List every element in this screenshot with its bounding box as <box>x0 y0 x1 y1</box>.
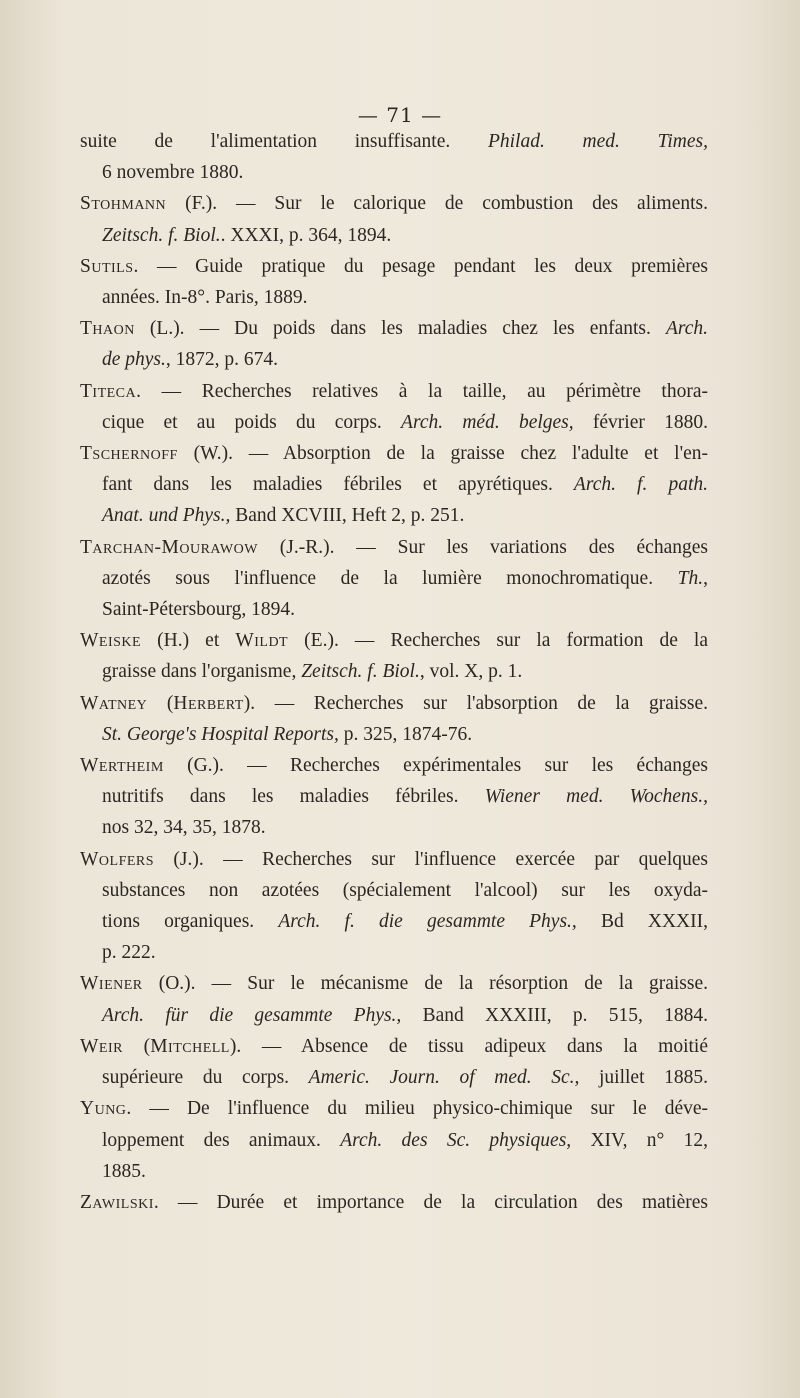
text-segment: azotés sous l'influence de la lumière monochromatique. <box>102 567 678 589</box>
text-line <box>80 251 708 282</box>
text-segment: . — Durée et importance de la circulation des matières <box>153 1191 708 1213</box>
text-segment: juillet 1885. <box>579 1067 708 1089</box>
text-segment: loppement des animaux. <box>102 1129 341 1151</box>
text-line <box>80 844 708 875</box>
text-line <box>80 781 708 812</box>
text-line <box>80 719 708 750</box>
text-segment: février 1880. <box>573 411 708 433</box>
text-line <box>80 157 708 188</box>
text-line <box>80 344 708 375</box>
journal-title: St. George's Hospital Reports, <box>102 723 339 745</box>
text-line <box>80 968 708 999</box>
text-segment: Saint-Pétersbourg, 1894. <box>102 599 296 621</box>
author-name: Wertheim <box>80 755 164 777</box>
text-segment: nutritifs dans les maladies fébriles. <box>102 786 485 808</box>
text-segment: (G.). — Recherches expérimentales sur les échanges <box>163 755 708 777</box>
bibliography-list <box>80 126 708 1218</box>
text-segment: Band XCVIII, Heft 2, p. 251. <box>230 505 465 527</box>
text-segment: 1885. <box>102 1160 146 1182</box>
author-name: Wolfers <box>80 848 155 870</box>
text-line <box>80 656 708 687</box>
text-segment: . — De l'influence du milieu physico-chimique sur le déve- <box>126 1098 708 1120</box>
text-line <box>80 376 708 407</box>
text-segment: (W.). — Absorption de la graisse chez l'adulte et l'en- <box>177 443 708 465</box>
text-line <box>80 282 708 313</box>
text-segment: XIV, n° 12, <box>571 1129 708 1151</box>
text-segment: ( <box>147 692 174 714</box>
journal-title: Wiener med. Wochens., <box>484 786 708 808</box>
text-line <box>80 906 708 937</box>
text-segment: fant dans les maladies fébriles et apyrétiques. <box>102 474 574 496</box>
text-line <box>80 469 708 500</box>
author-name: Tschernoff <box>80 443 178 465</box>
text-line <box>80 1125 708 1156</box>
text-segment: Band XXXIII, p. 515, 1884. <box>401 1004 708 1026</box>
journal-title: Th. <box>677 567 704 589</box>
author-name: Mitchell <box>150 1035 230 1057</box>
journal-title: Arch. f. path. <box>573 474 708 496</box>
text-segment: . — Guide pratique du pesage pendant les deux premières <box>133 255 708 277</box>
text-line <box>80 438 708 469</box>
author-name: Herbert <box>173 692 244 714</box>
page-number: — 71 — <box>357 103 443 127</box>
text-line <box>80 1187 708 1218</box>
journal-title: Zeitsch. f. Biol. <box>301 661 420 683</box>
text-segment: tions organiques. <box>102 911 279 933</box>
author-name: Sutils <box>80 255 134 277</box>
journal-title: Arch. für die gesammte Phys., <box>102 1004 402 1026</box>
text-segment: supérieure du corps. <box>102 1067 309 1089</box>
text-line <box>80 937 708 968</box>
text-segment: (O.). — Sur le mécanisme de la résorption de la graisse. <box>142 973 708 995</box>
author-name: Stohmann <box>80 193 167 215</box>
text-segment: ). — Absence de tissu adipeux dans la moitié <box>229 1035 709 1057</box>
text-line <box>80 594 708 625</box>
author-name: Watney <box>80 692 148 714</box>
journal-title: Americ. Journ. of med. Sc., <box>308 1067 580 1089</box>
text-segment: , vol. X, p. 1. <box>419 661 523 683</box>
text-line <box>80 563 708 594</box>
text-segment: graisse dans l'organisme, <box>102 661 302 683</box>
text-segment: années. In-8°. Paris, 1889. <box>102 287 308 309</box>
author-name: Wiener <box>80 973 143 995</box>
author-name: Titeca <box>80 380 137 402</box>
text-segment: (J.-R.). — Sur les variations des échanges <box>257 536 708 558</box>
author-name: Yung <box>80 1098 127 1120</box>
journal-title: Anat. und Phys., <box>102 505 231 527</box>
author-name: Weiske <box>80 630 142 652</box>
text-segment: (J.). — Recherches sur l'influence exercée par quelques <box>154 848 708 870</box>
text-line <box>80 500 708 531</box>
text-line <box>80 688 708 719</box>
author-name: Zawilski <box>80 1191 154 1213</box>
author-name: Thaon <box>80 318 135 340</box>
text-segment: ). — Recherches sur l'absorption de la graisse. <box>243 692 708 714</box>
text-segment: suite de l'alimentation insuffisante. <box>80 131 488 152</box>
text-line <box>80 126 708 157</box>
text-segment: (L.). — Du poids dans les maladies chez les enfants. <box>134 318 666 340</box>
text-line <box>80 407 708 438</box>
text-segment: ( <box>122 1035 151 1057</box>
text-segment: substances non azotées (spécialement l'alcool) sur les oxyda- <box>102 879 708 901</box>
text-line <box>80 625 708 656</box>
text-segment: (F.). — Sur le calorique de combustion des aliments. <box>166 193 708 215</box>
text-line <box>80 1000 708 1031</box>
text-line <box>80 313 708 344</box>
author-name: Wildt <box>235 630 289 652</box>
text-segment: p. 222. <box>102 942 156 964</box>
text-segment: Bd XXXII, <box>576 911 709 933</box>
text-segment: , <box>703 567 708 589</box>
author-name: Weir <box>80 1035 123 1057</box>
journal-title: Arch. des Sc. physiques, <box>340 1129 572 1151</box>
text-segment: . XXXI, p. 364, 1894. <box>220 224 392 246</box>
journal-title: de phys. <box>102 349 166 371</box>
text-segment: p. 325, 1874-76. <box>338 723 473 745</box>
journal-title: Arch. méd. belges, <box>401 411 574 433</box>
text-segment: (H.) et <box>141 630 236 652</box>
text-line <box>80 1031 708 1062</box>
text-line <box>80 750 708 781</box>
journal-title: Arch. <box>665 318 708 340</box>
text-segment: . — Recherches relatives à la taille, au périmètre thora- <box>136 380 708 402</box>
journal-title: Zeitsch. f. Biol. <box>102 224 221 246</box>
text-line <box>80 188 708 219</box>
text-segment: , 1872, p. 674. <box>165 349 279 371</box>
text-line <box>80 220 708 251</box>
journal-title: Philad. med. Times, <box>487 131 709 152</box>
journal-title: Arch. f. die gesammte Phys., <box>278 911 577 933</box>
text-segment: (E.). — Recherches sur la formation de la <box>288 630 708 652</box>
author-name: Tarchan-Mourawow <box>80 536 258 558</box>
text-segment: cique et au poids du corps. <box>102 411 402 433</box>
text-line <box>80 1093 708 1124</box>
text-line <box>80 812 708 843</box>
text-line <box>80 1156 708 1187</box>
text-segment: 6 novembre 1880. <box>102 162 244 184</box>
text-line <box>80 532 708 563</box>
text-segment: nos 32, 34, 35, 1878. <box>102 817 266 839</box>
text-line <box>80 1062 708 1093</box>
text-line <box>80 875 708 906</box>
